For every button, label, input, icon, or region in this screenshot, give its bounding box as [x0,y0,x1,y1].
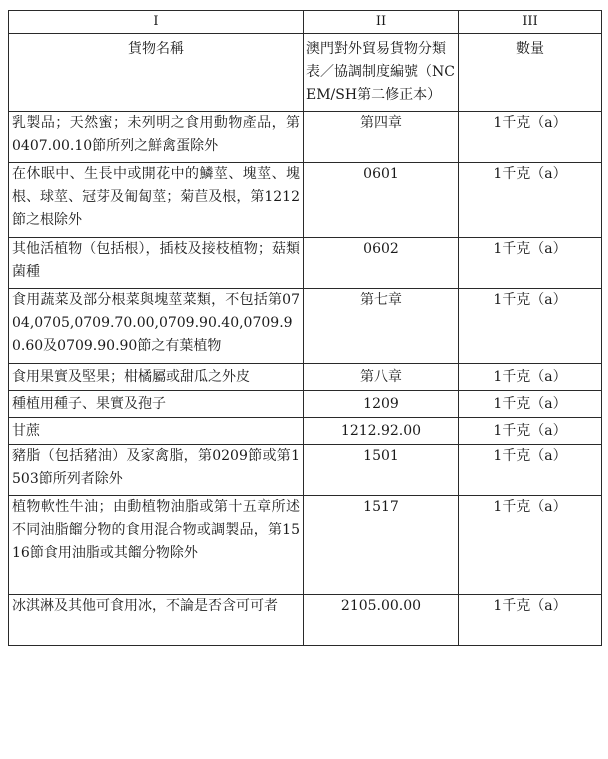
goods-name-cell: 在休眠中、生長中或開花中的鱗莖、塊莖、塊根、球莖、冠芽及匍匐莖；菊苣及根，第1212節之根除外 [9,163,304,238]
goods-name-cell: 冰淇淋及其他可食用冰，不論是否含可可者 [9,595,304,646]
quantity-cell: 1千克（a） [459,445,602,496]
quantity-cell: 1千克（a） [459,595,602,646]
quantity-cell: 1千克（a） [459,418,602,445]
goods-name-cell: 植物軟性牛油；由動植物油脂或第十五章所述不同油脂餾分物的食用混合物或調製品，第1516節食用油脂或其餾分物除外 [9,496,304,595]
code-cell: 第七章 [304,289,459,364]
goods-name-cell: 乳製品；天然蜜；未列明之食用動物產品，第0407.00.10節所列之鮮禽蛋除外 [9,112,304,163]
table-row [9,445,602,496]
table-row [9,496,602,595]
code-cell: 第四章 [304,112,459,163]
roman-header-row [9,11,602,34]
goods-name-cell: 其他活植物（包括根），插枝及接枝植物；菇類菌種 [9,238,304,289]
quantity-cell: 1千克（a） [459,163,602,238]
quantity-cell: 1千克（a） [459,289,602,364]
header-quantity: 數量 [459,34,602,112]
goods-name-cell: 食用果實及堅果；柑橘屬或甜瓜之外皮 [9,364,304,391]
code-cell: 1212.92.00 [304,418,459,445]
quantity-cell: 1千克（a） [459,391,602,418]
column-number-2: II [304,11,459,34]
goods-name-cell: 豬脂（包括豬油）及家禽脂，第0209節或第1503節所列者除外 [9,445,304,496]
table-row [9,391,602,418]
code-cell: 1501 [304,445,459,496]
code-cell: 2105.00.00 [304,595,459,646]
table-row [9,289,602,364]
code-cell: 1517 [304,496,459,595]
header-row [9,34,602,112]
table-row [9,163,602,238]
header-classification-code: 澳門對外貿易貨物分類表／協調制度編號（NCEM/SH第二修正本） [304,34,459,112]
table-row [9,112,602,163]
quantity-cell: 1千克（a） [459,364,602,391]
code-cell: 0601 [304,163,459,238]
table-row [9,364,602,391]
goods-name-cell: 種植用種子、果實及孢子 [9,391,304,418]
table-row [9,238,602,289]
code-cell: 0602 [304,238,459,289]
table-row [9,418,602,445]
code-cell: 1209 [304,391,459,418]
quantity-cell: 1千克（a） [459,496,602,595]
table-row [9,595,602,646]
quantity-cell: 1千克（a） [459,238,602,289]
header-goods-name: 貨物名稱 [9,34,304,112]
column-number-3: III [459,11,602,34]
goods-name-cell: 甘蔗 [9,418,304,445]
column-number-1: I [9,11,304,34]
goods-table [8,10,602,646]
code-cell: 第八章 [304,364,459,391]
goods-name-cell: 食用蔬菜及部分根菜與塊莖菜類，不包括第0704,0705,0709.70.00,0709.90.40,0709.90.60及0709.90.90節之有葉植物 [9,289,304,364]
quantity-cell: 1千克（a） [459,112,602,163]
